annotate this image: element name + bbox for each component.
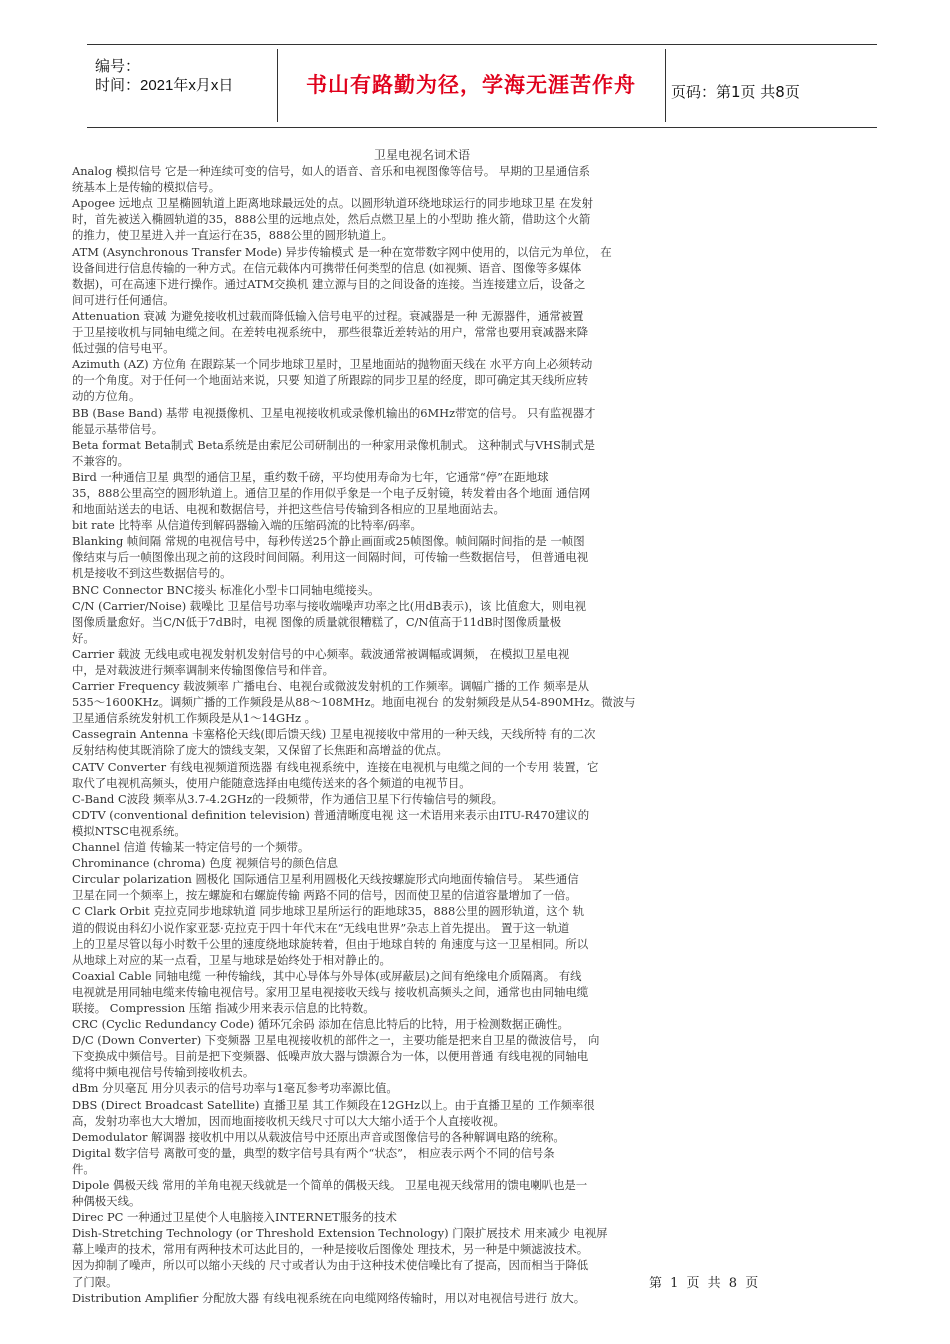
glossary-entry: Dish-Stretching Technology (or Threshold Extension Technology) 门限扩展技术 用来减少 电视屏 幕上噪声的技术，常用有两种技术可达此目的，一种是接收后图像处 理技术，另一种是中频滤波技术。 因为抑制了噪声，所以可以缩小天线的 尺寸或者认为由于这种技术使信噪比有了提高，因而相当于降低 了门限。 bbox=[72, 1226, 608, 1289]
glossary-entry: Coaxial Cable 同轴电缆 一种传输线，其中心导体与外导体(或屏蔽层)之间有绝缘电介质隔离。 有线 电视就是用同轴电缆来传输电视信号。家用卫星电视接收天线与 接收机高频头之间，通常也由同轴电缆 联接。 Compression 压缩 指减少用来表示信息的比特数。 bbox=[72, 968, 589, 1015]
glossary-entry: Cassegrain Antenna 卡塞格伦天线(即后馈天线) 卫星电视接收中常用的一种天线，天线所特 有的二次 反射结构使其既消除了庞大的馈线支架，又保留了长焦距和高增益的优点。 bbox=[72, 727, 596, 758]
glossary-entry: bit rate 比特率 从信道传到解码器输入端的压缩码流的比特率/码率。 bbox=[72, 518, 422, 533]
glossary-entry: C/N (Carrier/Noise) 载噪比 卫星信号功率与接收端噪声功率之比(用dB表示)，该 比值愈大，则电视 图像质量愈好。当C/N低于7dB时，电视 图像的质量就很糟糕了，C/N值高于11dB时图像质量极 好。 bbox=[72, 598, 587, 645]
glossary-entry: BNC Connector BNC接头 标准化小型卡口同轴电缆接头。 bbox=[72, 582, 380, 597]
glossary-entry: Azimuth (AZ) 方位角 在跟踪某一个同步地球卫星时，卫星地面站的抛物面天线在 水平方向上必须转动 的一个角度。对于任何一个地面站来说，只要 知道了所跟踪的同步卫星的经度，即可确定其天线所应转 动的方位角。 bbox=[72, 357, 593, 404]
glossary-entry: Carrier Frequency 载波频率 广播电台、电视台或微波发射机的工作频率。调幅广播的工作 频率是从 535～1600KHz。调频广播的工作频段是从88～108MHz。地面电视台 的发射频段是从54-890MHz。微波与 卫星通信系统发射机工作频段是从1～14GHz 。 bbox=[72, 679, 636, 726]
document-number-label: 编号： bbox=[95, 58, 141, 75]
glossary-entry: D/C (Down Converter) 下变频器 卫星电视接收机的部件之一，主要功能是把来自卫星的微波信号， 向 下变换成中频信号。目前是把下变频器、低噪声放大器与馈源合为一体，以便用普通 有线电视的同轴电 缆将中频电视信号传输到接收机去。 bbox=[72, 1033, 600, 1080]
glossary-entry: Digital 数字信号 离散可变的量，典型的数字信号具有两个“状态”， 相应表示两个不同的信号条 件。 bbox=[72, 1145, 555, 1176]
glossary-entry: CDTV (conventional definition television) 普通清晰度电视 这一术语用来表示由ITU-R470建议的 模拟NTSC电视系统。 bbox=[72, 807, 590, 838]
glossary-entry: dBm 分贝毫瓦 用分贝表示的信号功率与1毫瓦参考功率源比值。 bbox=[72, 1081, 398, 1096]
glossary-entry: Apogee 远地点 卫星椭圆轨道上距离地球最远处的点。以圆形轨道环绕地球运行的同步地球卫星 在发射 时，首先被送入椭圆轨道的35，888公里的远地点处，然后点燃卫星上的小型助 推火箭，借助这个火箭 的推力，使卫星进入并一直运行在35，888公里的圆形轨道上。 bbox=[72, 196, 594, 243]
glossary-list bbox=[72, 163, 692, 1306]
glossary-entry: Channel 信道 传输某一特定信号的一个频带。 bbox=[72, 840, 310, 855]
glossary-entry: DBS (Direct Broadcast Satellite) 直播卫星 其工作频段在12GHz以上。由于直播卫星的 工作频率很 高，发射功率也大大增加，因而地面接收机天线尺寸可以大大缩小适于个人直接收视。 bbox=[72, 1097, 595, 1128]
glossary-entry: Beta format Beta制式 Beta系统是由索尼公司研制出的一种家用录像机制式。 这种制式与VHS制式是 不兼容的。 bbox=[72, 437, 596, 468]
glossary-entry: BB (Base Band) 基带 电视摄像机、卫星电视接收机或录像机输出的6MHz带宽的信号。 只有监视器才 能显示基带信号。 bbox=[72, 405, 596, 436]
glossary-entry: C Clark Orbit 克拉克同步地球轨道 同步地球卫星所运行的距地球35，888公里的圆形轨道，这个 轨 道的假说由科幻小说作家亚瑟·克拉克于四十年代末在“无线电世界”杂志上首先提出。 置于这一轨道 上的卫星尽管以每小时数千公里的速度绕地球旋转着，但由于地球自转的 角速度与这一卫星相同。所以 从地球上对应的某一点看，卫星与地球是始终处于相对静止的。 bbox=[72, 904, 589, 967]
header-page-info: 页码：第1页 共8页 bbox=[671, 83, 800, 101]
glossary-entry: Circular polarization 圆极化 国际通信卫星利用圆极化天线按螺旋形式向地面传输信号。 某些通信 卫星在同一个频率上，按左螺旋和右螺旋传输 两路不同的信号，因而使卫星的信道容量增加了一倍。 bbox=[72, 872, 579, 903]
document-body bbox=[72, 147, 692, 1306]
header-divider bbox=[277, 49, 278, 122]
header-slogan: 书山有路勤为径，学海无涯苦作舟 bbox=[306, 73, 636, 97]
glossary-entry: ATM (Asynchronous Transfer Mode) 异步传输模式 是一种在宽带数字网中使用的，以信元为单位， 在 设备间进行信息传输的一种方式。在信元载体内可携带任何类型的信息 (如视频、语音、图像等多媒体 数据)，可在高速下进行操作。通过ATM交换机 建立源与目的之间设备的连接。当连接建立后，设备之 间可进行任何通信。 bbox=[72, 244, 612, 307]
glossary-entry: Analog 模拟信号 它是一种连续可变的信号，如人的语音、音乐和电视图像等信号。 早期的卫星通信系 统基本上是传输的模拟信号。 bbox=[72, 164, 591, 195]
glossary-entry: CRC (Cyclic Redundancy Code) 循环冗余码 添加在信息比特后的比特，用于检测数据正确性。 bbox=[72, 1017, 569, 1032]
glossary-entry: Dipole 偶极天线 常用的羊角电视天线就是一个简单的偶极天线。 卫星电视天线常用的馈电喇叭也是一 种偶极天线。 bbox=[72, 1178, 588, 1209]
glossary-entry: C-Band C波段 频率从3.7-4.2GHz的一段频带，作为通信卫星下行传输信号的频段。 bbox=[72, 791, 503, 806]
glossary-entry: Blanking 帧间隔 常规的电视信号中，每秒传送25个静止画面或25帧图像。帧间隔时间指的是 一帧图 像结束与后一帧图像出现之前的这段时间间隔。利用这一间隔时间，可传输一些数据信号， 但普通电视 机是接收不到这些数据信号的。 bbox=[72, 534, 589, 581]
glossary-entry: Carrier 载波 无线电或电视发射机发射信号的中心频率。载波通常被调幅或调频， 在模拟卫星电视 中，是对载波进行频率调制来传输图像信号和伴音。 bbox=[72, 646, 570, 677]
document-time-label: 时间：2021年x月x日 bbox=[95, 77, 234, 94]
glossary-entry: Attenuation 衰减 为避免接收机过载而降低输入信号电平的过程。衰减器是一种 无源器件，通常被置 于卫星接收机与同轴电缆之间。在差转电视系统中， 那些很靠近差转站的用户，常常也要用衰减器来降 低过强的信号电平。 bbox=[72, 308, 589, 356]
glossary-entry: Demodulator 解调器 接收机中用以从载波信号中还原出声音或图像信号的各种解调电路的统称。 bbox=[72, 1129, 565, 1144]
header-divider bbox=[665, 49, 666, 122]
glossary-entry: Direc PC 一种通过卫星使个人电脑接入INTERNET服务的技术 bbox=[72, 1210, 397, 1225]
glossary-entry: Chrominance (chroma) 色度 视频信号的颜色信息 bbox=[72, 856, 339, 871]
header-meta bbox=[95, 57, 233, 95]
glossary-entry: Bird 一种通信卫星 典型的通信卫星，重约数千磅，平均使用寿命为七年，它通常“停”在距地球 35，888公里高空的圆形轨道上。通信卫星的作用似乎象是一个电子反射镜，转发着由各个地面 通信网 和地面站送去的电话、电视和数据信号，并把这些信号传输到各相应的卫星地面站去。 bbox=[72, 469, 591, 517]
page-header bbox=[87, 44, 877, 128]
glossary-entry: CATV Converter 有线电视频道预选器 有线电视系统中，连接在电视机与电缆之间的一个专用 装置，它 取代了电视机高频头，使用户能随意选择由电缆传送来的各个频道的电视节目。 bbox=[72, 759, 599, 790]
glossary-entry: Distribution Amplifier 分配放大器 有线电视系统在向电缆网络传输时，用以对电视信号进行 放大。 bbox=[72, 1290, 586, 1305]
page-footer: 第 1 页 共 8 页 bbox=[649, 1276, 759, 1291]
document-title: 卫星电视名词术语 bbox=[373, 148, 470, 162]
